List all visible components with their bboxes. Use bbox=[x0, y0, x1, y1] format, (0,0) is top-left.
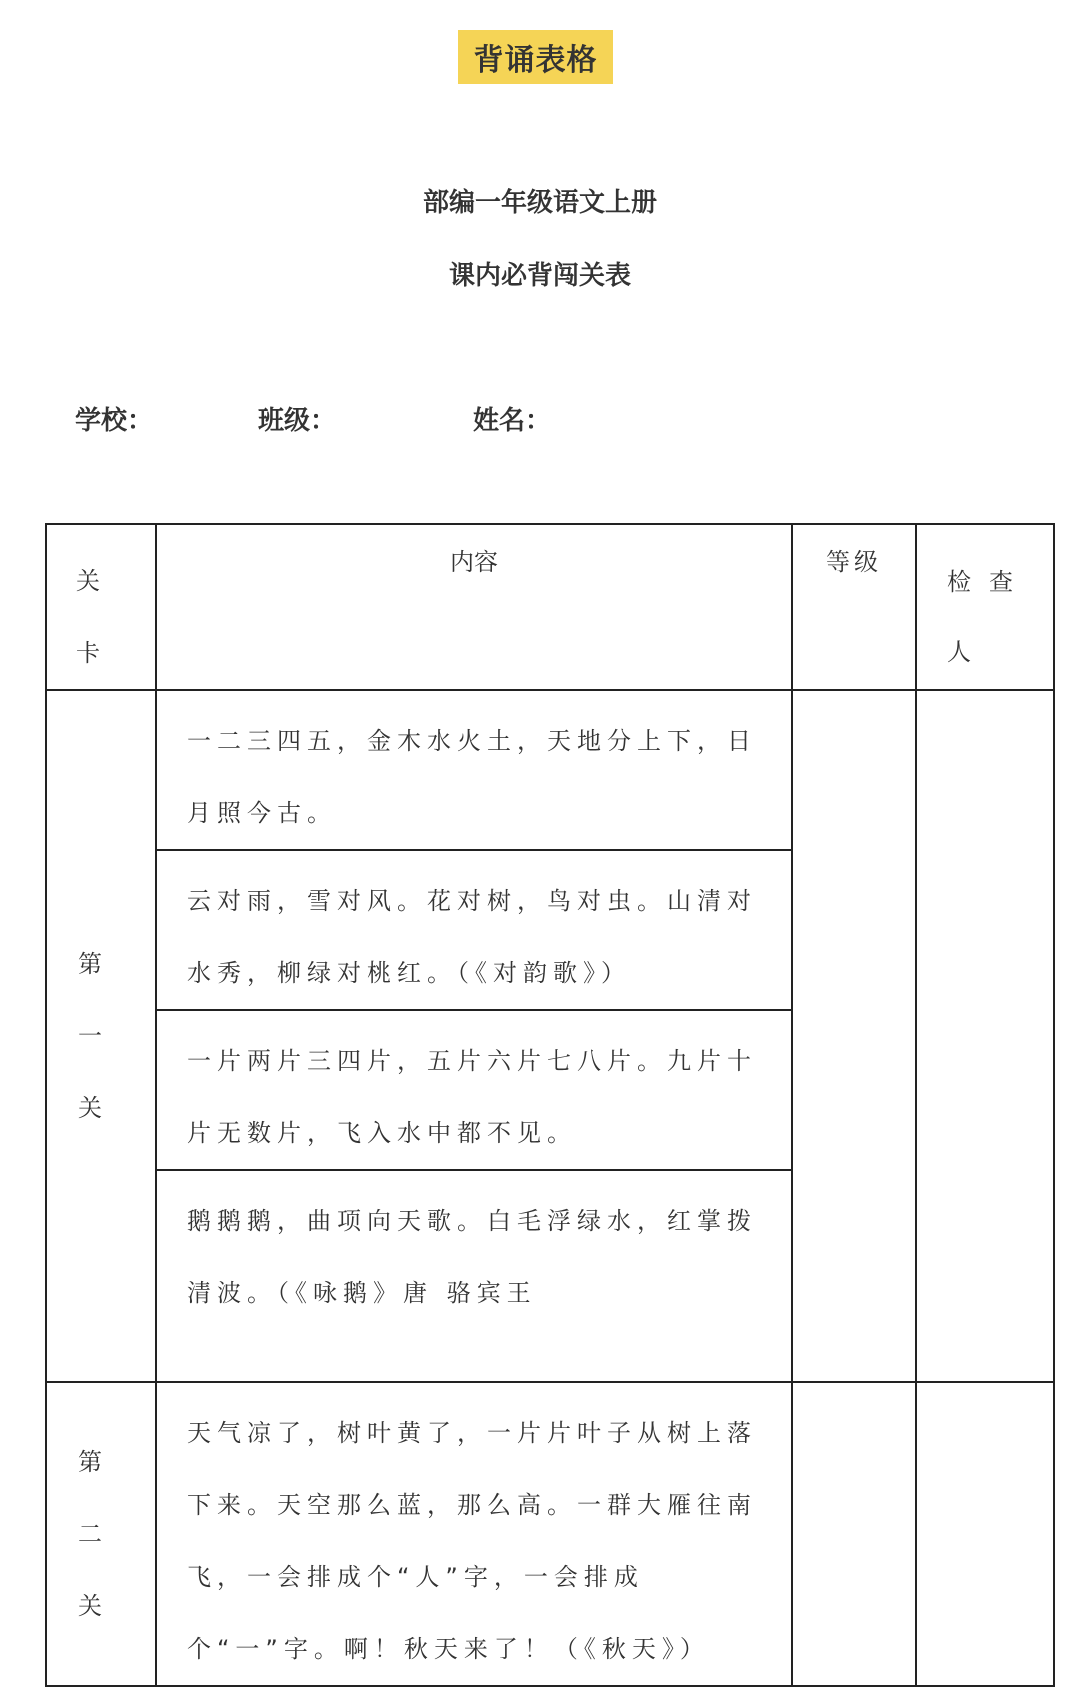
header-badge: 背诵表格 bbox=[458, 30, 613, 84]
school-label: 学校： bbox=[75, 406, 154, 436]
name-label: 姓名： bbox=[473, 406, 552, 436]
content-cell: 一二三四五，金木水火土，天地分上下，日月照今古。 bbox=[156, 690, 792, 850]
checker-cell[interactable] bbox=[916, 1382, 1054, 1686]
table-row bbox=[46, 1382, 1054, 1686]
page-subtitle: 课内必背闯关表 bbox=[448, 261, 631, 291]
table-row bbox=[46, 690, 1054, 850]
checker-cell[interactable] bbox=[916, 690, 1054, 1382]
class-label: 班级： bbox=[258, 406, 337, 436]
header-checker: 检查人 bbox=[916, 524, 1054, 690]
stage1-label: 第一关 bbox=[78, 950, 102, 1122]
header-grade: 等级 bbox=[792, 524, 916, 690]
stage2-label: 第二关 bbox=[78, 1448, 102, 1620]
stage-cell bbox=[46, 690, 156, 1382]
header-stage: 关卡 bbox=[46, 524, 156, 690]
grade-cell[interactable] bbox=[792, 690, 916, 1382]
grade-cell[interactable] bbox=[792, 1382, 916, 1686]
stage-cell bbox=[46, 1382, 156, 1686]
content-cell: 天气凉了，树叶黄了，一片片叶子从树上落下来。天空那么蓝，那么高。一群大雁往南飞，一会排成个“人”字，一会排成个“一”字。啊！秋天来了！（《秋天》） bbox=[156, 1382, 792, 1686]
content-cell: 云对雨，雪对风。花对树，鸟对虫。山清对水秀，柳绿对桃红。（《对韵歌》） bbox=[156, 850, 792, 1010]
content-cell: 一片两片三四片，五片六片七八片。九片十片无数片，飞入水中都不见。 bbox=[156, 1010, 792, 1170]
content-cell: 鹅鹅鹅，曲项向天歌。白毛浮绿水，红掌拨清波。（《咏鹅》唐 骆宾王 bbox=[156, 1170, 792, 1382]
page-title: 部编一年级语文上册 bbox=[422, 188, 657, 218]
recitation-table bbox=[45, 523, 1055, 1687]
header-content: 内容 bbox=[156, 524, 792, 690]
table-header-row bbox=[46, 524, 1054, 690]
